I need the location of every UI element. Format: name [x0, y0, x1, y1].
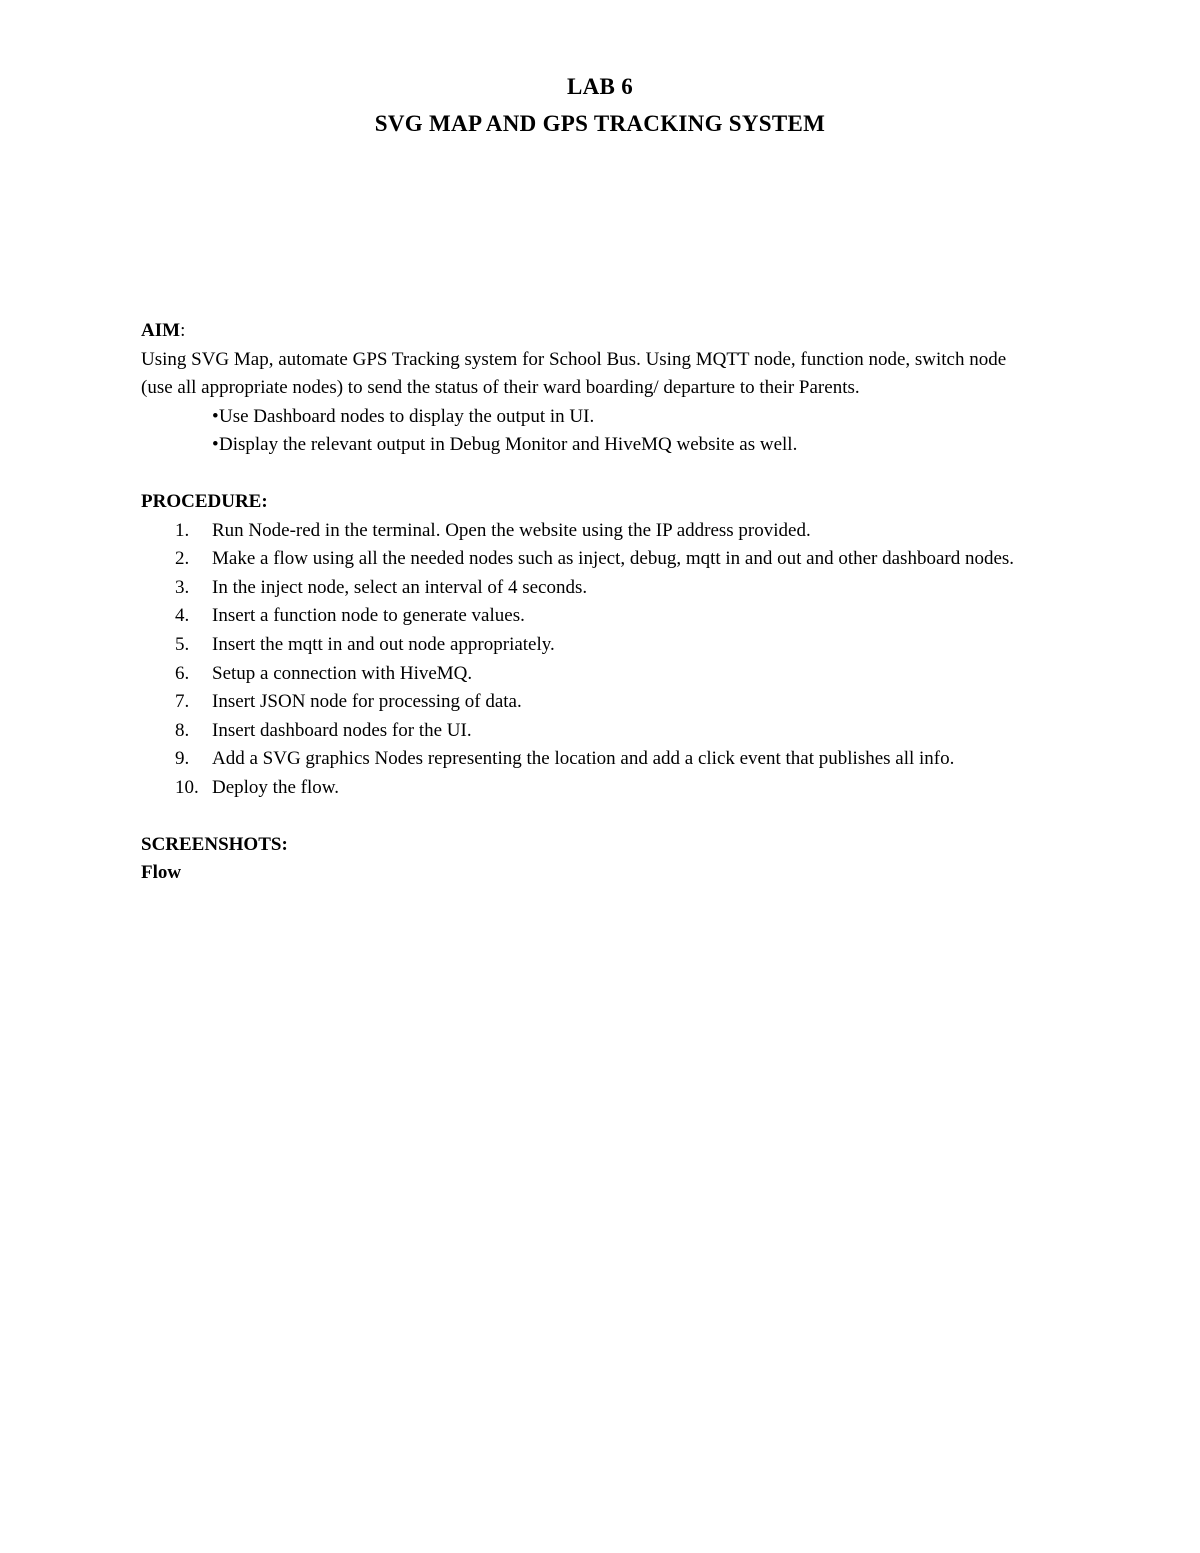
procedure-step-list [141, 517, 1101, 803]
step-text: Run Node-red in the terminal. Open the website using the IP address provided. [212, 519, 811, 541]
procedure-step [141, 717, 1101, 746]
procedure-step [141, 774, 1101, 803]
step-text: Insert dashboard nodes for the UI. [212, 719, 472, 741]
step-number: 3. [175, 576, 190, 598]
aim-bullet-item [141, 431, 1101, 460]
section-spacer [141, 460, 1101, 488]
aim-paragraph: Using SVG Map, automate GPS Tracking system for School Bus. Using MQTT node, function node, switch node (use all appropriate nodes) to send the status of their ward boarding/ departure to their Parents. [141, 348, 1007, 399]
aim-bullet-text: Use Dashboard nodes to display the output in UI. [219, 405, 595, 427]
step-text: In the inject node, select an interval of 4 seconds. [212, 576, 588, 598]
screenshots-heading: SCREENSHOTS: [141, 833, 288, 855]
step-text: Insert JSON node for processing of data. [212, 691, 522, 713]
procedure-step [141, 545, 1101, 574]
aim-bullet-list [141, 403, 1101, 460]
procedure-heading: PROCEDURE: [141, 490, 268, 512]
aim-heading-line [141, 317, 1101, 346]
procedure-step [141, 631, 1101, 660]
aim-bullet-item [141, 403, 1101, 432]
step-number: 6. [175, 662, 190, 684]
procedure-step [141, 574, 1101, 603]
step-number: 2. [175, 548, 190, 570]
bullet-icon: • [212, 434, 219, 456]
bullet-icon: • [212, 405, 219, 427]
lab-main-title: SVG MAP AND GPS TRACKING SYSTEM [374, 111, 826, 136]
lab-number-title: LAB 6 [566, 74, 634, 99]
step-number: 7. [175, 691, 190, 713]
procedure-step [141, 517, 1101, 546]
aim-bullet-text: Display the relevant output in Debug Monitor and HiveMQ website as well. [219, 434, 798, 456]
document-body [141, 317, 1101, 888]
procedure-step [141, 745, 1101, 774]
procedure-step [141, 688, 1101, 717]
step-number: 8. [175, 719, 190, 741]
step-text: Deploy the flow. [212, 776, 339, 798]
aim-heading-colon: : [180, 320, 186, 341]
step-number: 4. [175, 605, 190, 627]
procedure-step [141, 660, 1101, 689]
step-text: Setup a connection with HiveMQ. [212, 662, 473, 684]
step-text: Insert the mqtt in and out node appropriately. [212, 633, 555, 655]
aim-heading: AIM [141, 320, 181, 341]
step-text: Add a SVG graphics Nodes representing the location and add a click event that publishes all info. [212, 748, 955, 770]
step-number: 5. [175, 633, 190, 655]
flow-subheading: Flow [141, 862, 182, 884]
step-text: Insert a function node to generate values. [212, 605, 525, 627]
step-number: 10. [175, 776, 199, 798]
step-number: 1. [175, 519, 190, 541]
section-spacer [141, 803, 1101, 831]
step-number: 9. [175, 748, 190, 770]
procedure-step [141, 602, 1101, 631]
step-text: Make a flow using all the needed nodes such as inject, debug, mqtt in and out and other dashboard nodes. [212, 548, 1015, 570]
